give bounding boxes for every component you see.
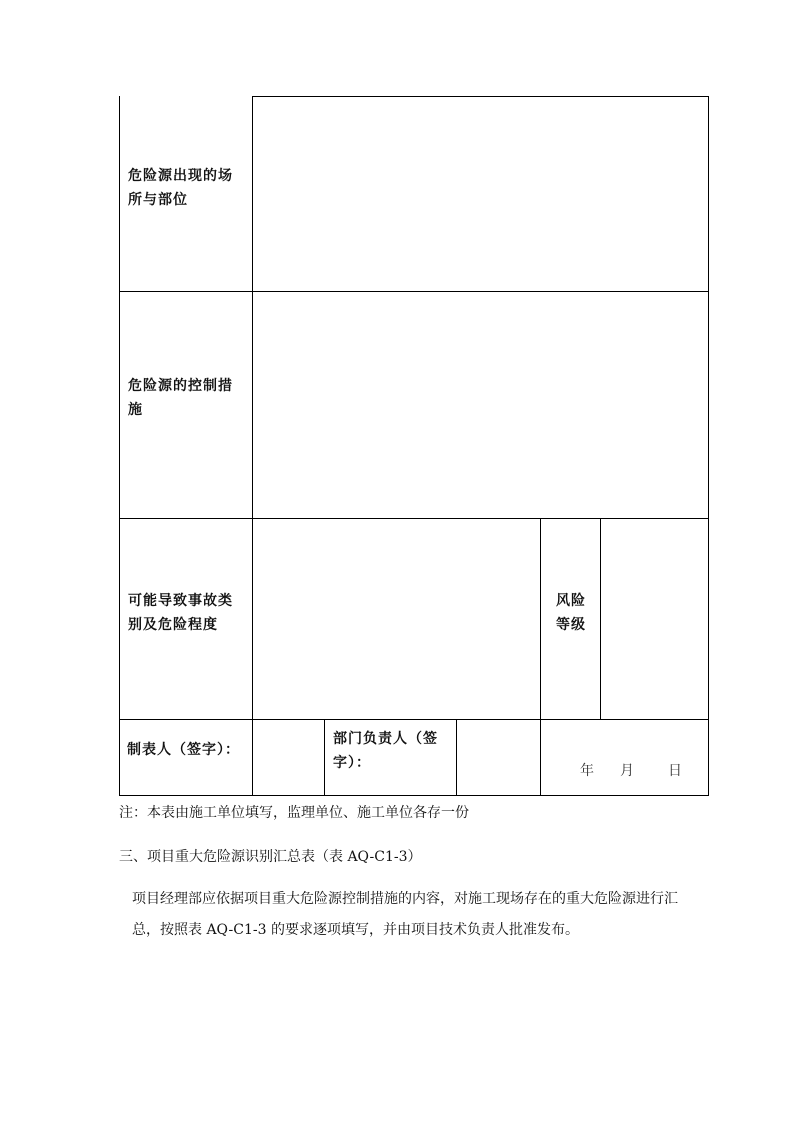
risk-level-label: 风险等级: [556, 593, 586, 633]
sign-divider-b: [456, 719, 457, 796]
risk-divider-a: [540, 518, 541, 796]
table-border-right: [708, 96, 709, 796]
sign-divider-a: [324, 719, 325, 796]
date-year: 年: [580, 763, 594, 779]
location-label: 危险源出现的场所与部位: [128, 168, 233, 208]
row-divider-1: [119, 291, 709, 292]
body-paragraph: 项目经理部应依据项目重大危险源控制措施的内容，对施工现场存在的重大危险源进行汇总，按照表 AQ-C1-3 的要求逐项填写，并由项目技术负责人批准发布。: [132, 891, 678, 938]
table-note: 注：本表由施工单位填写，监理单位、施工单位各存一份: [119, 805, 469, 821]
table-border-left: [119, 96, 120, 796]
preparer-signature-label: 制表人（签字）：: [127, 742, 240, 758]
row-divider-2: [119, 518, 709, 519]
risk-divider-b: [600, 518, 601, 720]
control-measures-label: 危险源的控制措施: [128, 378, 233, 418]
date-month: 月: [620, 763, 634, 779]
row-divider-3: [119, 719, 709, 720]
section-heading: 三、项目重大危险源识别汇总表（表 AQ-C1-3）: [119, 849, 422, 865]
dept-head-signature-label: 部门负责人（签字）：: [333, 731, 438, 771]
date-day: 日: [668, 763, 682, 779]
table-divider-label: [252, 96, 253, 796]
accident-type-label: 可能导致事故类别及危险程度: [128, 593, 233, 633]
table-border-bottom: [119, 795, 709, 796]
table-border-top: [252, 96, 709, 97]
